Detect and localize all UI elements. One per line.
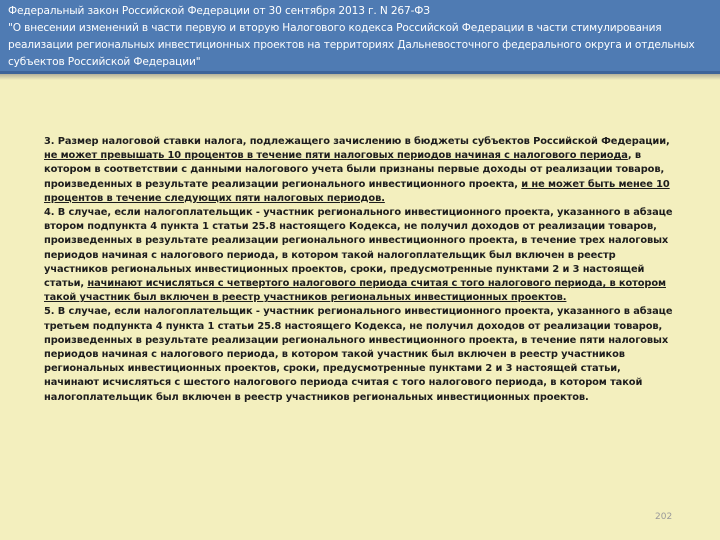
slide-body — [44, 135, 674, 405]
page-number: 202 — [655, 512, 673, 522]
paragraph-4-underline-1: начинают исчисляться с четвертого налогового периода считая с того налогового периода, в котором такой участник был включен в реестр участников региональных инвестиционных проектов. — [44, 278, 666, 304]
law-subtitle: "О внесении изменений в части первую и вторую Налогового кодекса Российской Федерации в части стимулирования реализации региональных инвестиционных проектов на территориях Дальневосточного федерального округа и отдельных субъектов Российской Федерации" — [8, 22, 695, 68]
slide-left-strip — [0, 0, 12, 540]
paragraph-3-text-2: , в котором в соответствии с данными налогового учета были признаны первые доходы от реализации товаров, произведенных в результате реализации регионального инвестиционного проекта, — [44, 150, 665, 190]
paragraph-4-text-1: 4. В случае, если налогоплательщик - участник регионального инвестиционного проекта, указанного в абзаце втором подпункта 4 пункта 1 статьи 25.8 настоящего Кодекса, не получил доходов от реализации товаров, произведенных в результате реализации регионального инвестиционного проекта, в течение трех налоговых периодов начиная с налогового периода, в котором такой налогоплательщик был включен в реестр участников региональных инвестиционных проектов, сроки, предусмотренные пунктами 2 и 3 настоящей статьи, — [44, 207, 673, 290]
law-title: Федеральный закон Российской Федерации от 30 сентября 2013 г. N 267-ФЗ — [8, 5, 430, 17]
paragraph-5: 5. В случае, если налогоплательщик - участник регионального инвестиционного проекта, указанного в абзаце третьем подпункта 4 пункта 1 статьи 25.8 настоящего Кодекса, не получил доходов от реализации товаров, произведенных в результате реализации регионального инвестиционного проекта, в течение пяти налоговых периодов начиная с налогового периода, в котором такой участник был включен в реестр участников региональных инвестиционных проектов, сроки, предусмотренные пунктами 2 и 3 настоящей статьи, начинают исчисляться с шестого налогового периода считая с того налогового периода, в котором такой налогоплательщик был включен в реестр участников региональных инвестиционных проектов. — [44, 306, 673, 403]
paragraph-3-text-1: 3. Размер налоговой ставки налога, подлежащего зачислению в бюджеты субъектов Российской Федерации, — [44, 136, 670, 147]
paragraph-4 — [44, 206, 674, 305]
paragraph-3-underline-2: и не может быть менее 10 процентов в течение следующих пяти налоговых периодов. — [44, 178, 670, 204]
paragraph-3-underline-1: не может превышать 10 процентов в течение пяти налоговых периодов начиная с налогового периода — [44, 150, 628, 162]
header-shadow — [0, 74, 720, 80]
paragraph-3 — [44, 135, 674, 206]
slide-header — [0, 0, 720, 74]
